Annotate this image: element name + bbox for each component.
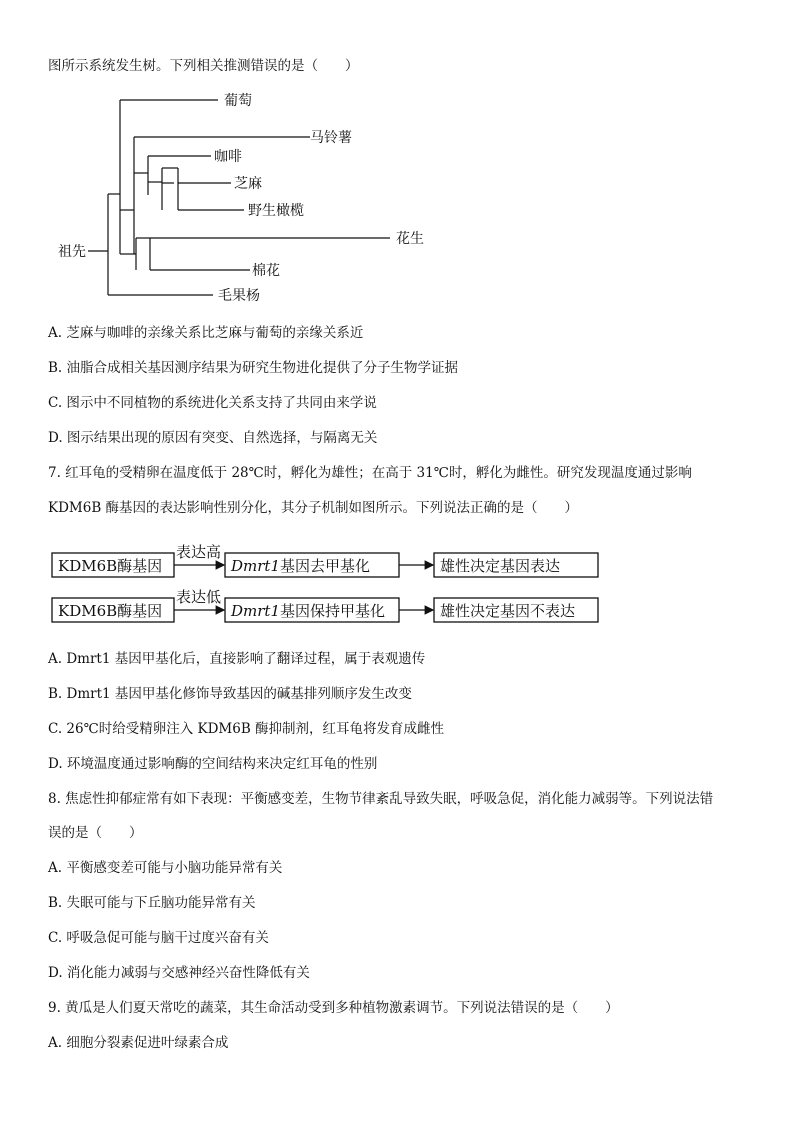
phylogenetic-tree xyxy=(48,88,448,308)
q6-option-a: A. 芝麻与咖啡的亲缘关系比芝麻与葡萄的亲缘关系近 xyxy=(48,325,364,341)
tree-leaf-peanut: 花生 xyxy=(396,231,424,247)
row2-box-methylation-label: Dmrt1基因保持甲基化 xyxy=(231,602,386,620)
row2-box-male-gene-not-expressed-label: 雄性决定基因不表达 xyxy=(440,602,576,620)
q6-option-c: C. 图示中不同植物的系统进化关系支持了共同由来学说 xyxy=(48,395,377,411)
q8-stem-line-1: 8. 焦虑性抑郁症常有如下表现：平衡感变差，生物节律紊乱导致失眠，呼吸急促，消化能力减弱等。下列说法错 xyxy=(48,791,714,807)
q7-option-a: A. Dmrt1 基因甲基化后，直接影响了翻译过程，属于表观遗传 xyxy=(48,651,426,667)
q6-option-d: D. 图示结果出现的原因有突变、自然选择，与隔离无关 xyxy=(48,430,378,446)
q6-stem: 图所示系统发生树。下列相关推测错误的是（ ） xyxy=(48,58,359,74)
tree-leaf-potato: 马铃薯 xyxy=(310,130,352,146)
row1-box-enzyme-gene-label: KDM6B酶基因 xyxy=(58,557,163,575)
q7-option-b: B. Dmrt1 基因甲基化修饰导致基因的碱基排列顺序发生改变 xyxy=(48,686,412,702)
row1-arrow-label: 表达高 xyxy=(176,543,222,561)
tree-leaf-cotton: 棉花 xyxy=(252,263,280,279)
q6-option-b: B. 油脂合成相关基因测序结果为研究生物进化提供了分子生物学证据 xyxy=(48,360,459,376)
row1-box-male-gene-expressed-label: 雄性决定基因表达 xyxy=(440,557,561,575)
q8-option-b: B. 失眠可能与下丘脑功能异常有关 xyxy=(48,895,256,911)
q9-stem: 9. 黄瓜是人们夏天常吃的蔬菜，其生命活动受到多种植物激素调节。下列说法错误的是（ ） xyxy=(48,1000,619,1016)
q7-stem-line-2: KDM6B 酶基因的表达影响性别分化，其分子机制如图所示。下列说法正确的是（ ） xyxy=(48,500,579,516)
q9-option-a: A. 细胞分裂素促进叶绿素合成 xyxy=(48,1035,229,1051)
q8-option-d: D. 消化能力减弱与交感神经兴奋性降低有关 xyxy=(48,965,310,981)
tree-leaf-coffee: 咖啡 xyxy=(214,149,242,165)
tree-leaf-grape: 葡萄 xyxy=(224,93,252,109)
row1-box-demethylation-label: Dmrt1基因去甲基化 xyxy=(231,557,371,575)
q8-stem-line-2: 误的是（ ） xyxy=(48,825,143,841)
tree-root-label: 祖先 xyxy=(58,244,86,260)
row2-box-enzyme-gene-label: KDM6B酶基因 xyxy=(58,602,163,620)
q7-mechanism-diagram xyxy=(48,540,608,630)
q8-option-c: C. 呼吸急促可能与脑干过度兴奋有关 xyxy=(48,930,269,946)
row2-arrow-label: 表达低 xyxy=(176,588,222,606)
q8-option-a: A. 平衡感变差可能与小脑功能异常有关 xyxy=(48,860,283,876)
tree-leaf-wild-olive: 野生橄榄 xyxy=(248,203,304,219)
q7-stem-line-1: 7. 红耳龟的受精卵在温度低于 28℃时，孵化为雄性；在高于 31℃时，孵化为雌性。研究发现温度通过影响 xyxy=(48,465,692,481)
q7-option-c: C. 26℃时给受精卵注入 KDM6B 酶抑制剂，红耳龟将发育成雌性 xyxy=(48,721,445,737)
tree-leaf-sesame: 芝麻 xyxy=(234,176,262,192)
tree-leaf-poplar: 毛果杨 xyxy=(218,288,260,304)
q7-option-d: D. 环境温度通过影响酶的空间结构来决定红耳龟的性别 xyxy=(48,756,378,772)
